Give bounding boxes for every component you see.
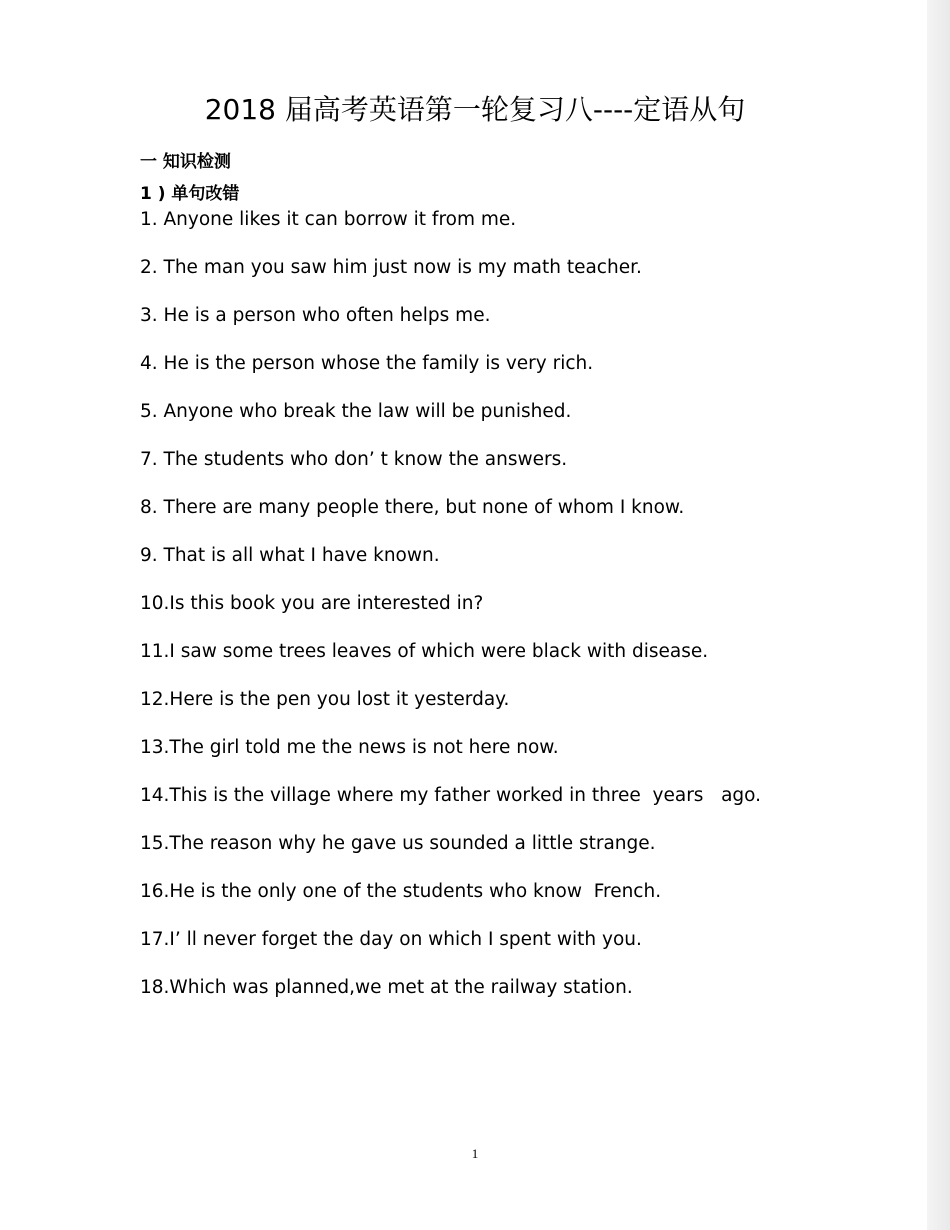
- list-item: 7. The students who don’ t know the answers.: [140, 449, 568, 470]
- list-item: 18.Which was planned,we met at the railway station.: [140, 977, 633, 998]
- list-item: 2. The man you saw him just now is my math teacher.: [140, 257, 642, 278]
- list-item: 3. He is a person who often helps me.: [140, 305, 491, 326]
- list-item: 4. He is the person whose the family is very rich.: [140, 353, 594, 374]
- page-number: 1: [471, 1146, 479, 1161]
- list-item: 1. Anyone likes it can borrow it from me.: [140, 209, 517, 230]
- list-item: 13.The girl told me the news is not here now.: [140, 737, 559, 758]
- list-item: 16.He is the only one of the students who know French.: [140, 881, 662, 902]
- list-item: 12.Here is the pen you lost it yesterday.: [140, 689, 510, 710]
- list-item: 17.I’ ll never forget the day on which I spent with you.: [140, 929, 642, 950]
- list-item: 10.Is this book you are interested in?: [140, 593, 484, 614]
- list-item: 11.I saw some trees leaves of which were black with disease.: [140, 641, 709, 662]
- list-item: 15.The reason why he gave us sounded a little strange.: [140, 833, 656, 854]
- sentence-list: [140, 208, 761, 1024]
- list-item: 14.This is the village where my father worked in three years ago.: [140, 785, 762, 806]
- list-item: 8. There are many people there, but none of whom I know.: [140, 497, 685, 518]
- subsection-heading: 1 ) 单句改错: [140, 184, 240, 204]
- page-edge-shadow: [927, 0, 950, 1230]
- list-item: 9. That is all what I have known.: [140, 545, 440, 566]
- section-heading: 一 知识检测: [140, 152, 231, 172]
- list-item: 5. Anyone who break the law will be punished.: [140, 401, 572, 422]
- document-title: 2018 届高考英语第一轮复习八----定语从句: [204, 93, 746, 126]
